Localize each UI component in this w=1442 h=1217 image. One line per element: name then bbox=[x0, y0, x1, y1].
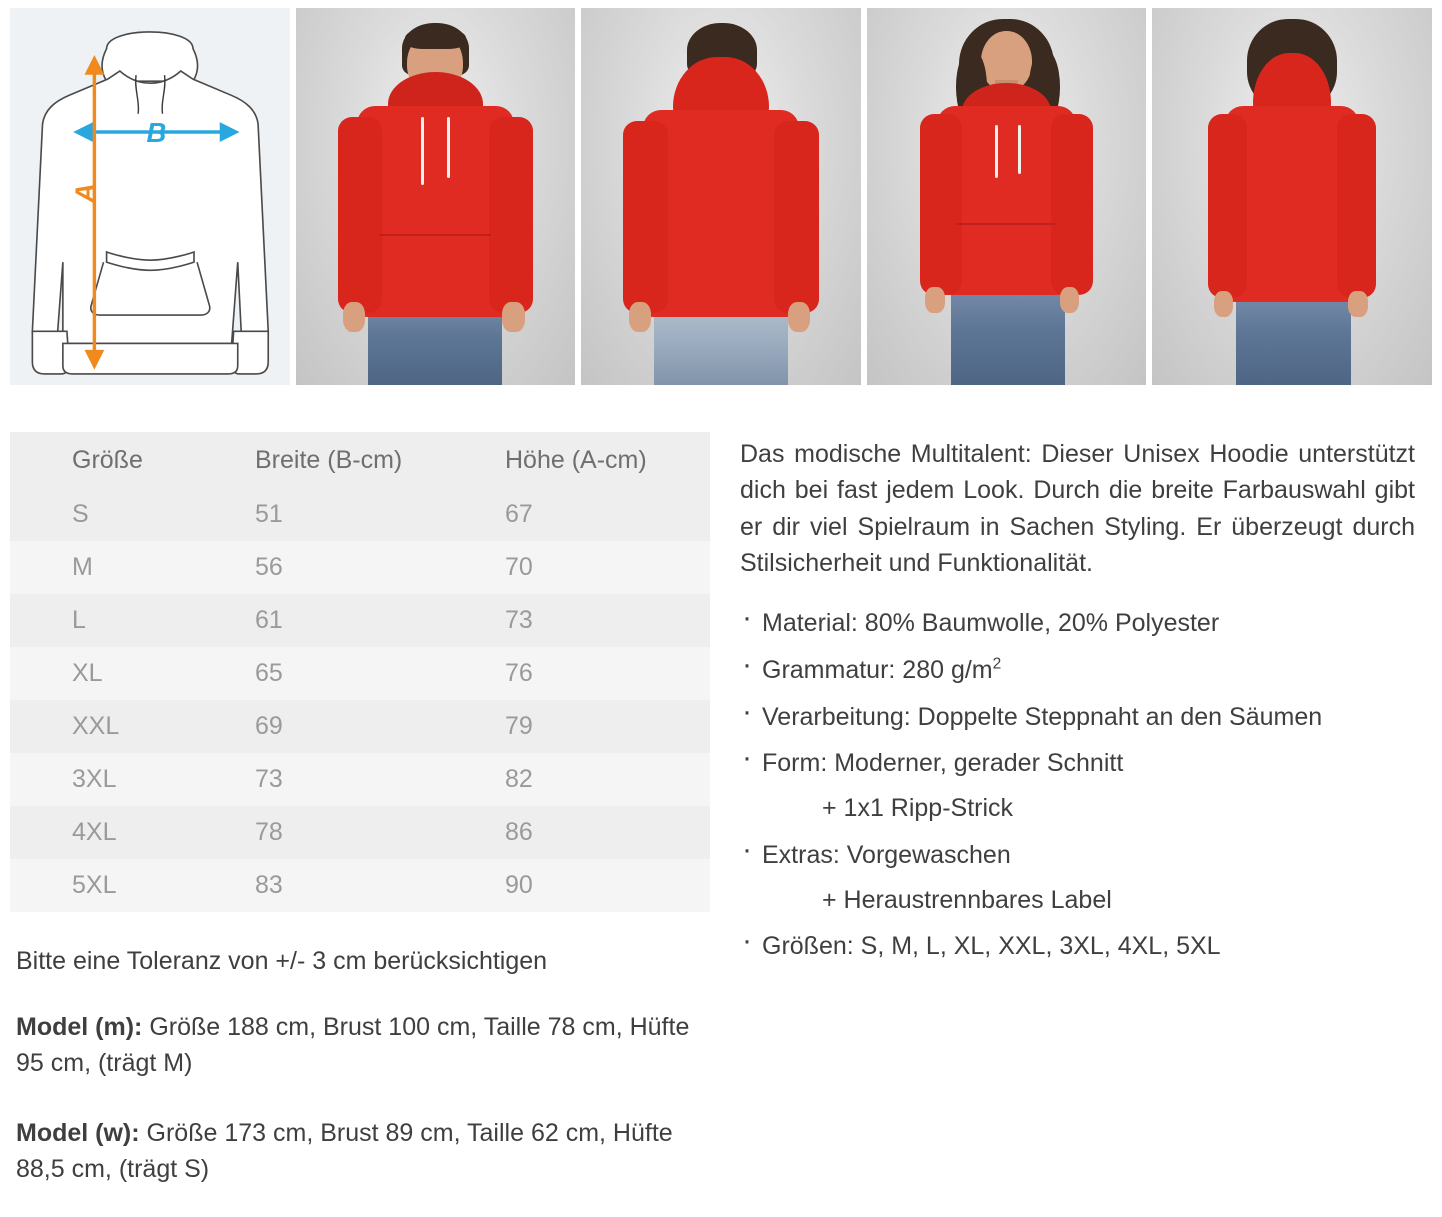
hand-left bbox=[629, 302, 651, 332]
tolerance-note: Bitte eine Toleranz von +/- 3 cm berücksichtigen bbox=[16, 947, 548, 975]
hood-string-right bbox=[1018, 125, 1021, 174]
cell-width: 65 bbox=[200, 647, 450, 700]
hand-right bbox=[1060, 287, 1080, 313]
hair-fringe bbox=[405, 27, 467, 50]
table-row bbox=[10, 488, 710, 541]
photo-technical-drawing[interactable] bbox=[10, 8, 290, 385]
product-details bbox=[0, 385, 1442, 1187]
cell-width: 61 bbox=[200, 594, 450, 647]
table-row bbox=[10, 647, 710, 700]
model-male-info bbox=[16, 1009, 710, 1082]
hand-right bbox=[788, 302, 810, 332]
cell-size: S bbox=[10, 488, 200, 541]
spec-text: Verarbeitung: Doppelte Steppnaht an den Säumen bbox=[762, 702, 1323, 731]
table-row bbox=[10, 753, 710, 806]
cell-height: 67 bbox=[450, 488, 710, 541]
table-row bbox=[10, 806, 710, 859]
table-header-row bbox=[10, 432, 710, 488]
cell-width: 51 bbox=[200, 488, 450, 541]
cell-size: 3XL bbox=[10, 753, 200, 806]
cell-height: 70 bbox=[450, 541, 710, 594]
hood-string-right bbox=[447, 117, 450, 177]
cell-size: M bbox=[10, 541, 200, 594]
table-row bbox=[10, 594, 710, 647]
cell-size: 4XL bbox=[10, 806, 200, 859]
cell-height: 76 bbox=[450, 647, 710, 700]
spec-sizes bbox=[740, 930, 1432, 964]
sleeve-left bbox=[1208, 114, 1247, 299]
model-male-text: Größe 188 cm, Brust 100 cm, Taille 78 cm, Hüfte 95 cm, (trägt M) bbox=[16, 1013, 690, 1078]
hood-string-left bbox=[995, 125, 998, 178]
spec-subtext: + 1x1 Ripp-Strick bbox=[822, 794, 1014, 822]
spec-material bbox=[740, 607, 1432, 641]
spec-text: Größen: S, M, L, XL, XXL, 3XL, 4XL, 5XL bbox=[762, 932, 1221, 961]
model-female-label: Model (w): bbox=[16, 1118, 140, 1147]
cell-size: 5XL bbox=[10, 859, 200, 912]
product-image-gallery bbox=[0, 0, 1442, 385]
photo-model-female-front[interactable] bbox=[867, 8, 1147, 385]
hand-left bbox=[925, 287, 945, 313]
sleeve-right bbox=[489, 117, 534, 313]
svg-text:B: B bbox=[146, 117, 167, 149]
photo-model-female-back[interactable] bbox=[1152, 8, 1432, 385]
cell-width: 73 bbox=[200, 753, 450, 806]
product-description: Das modische Multitalent: Dieser Unisex Hoodie unterstützt dich bei fast jedem Look. Durch die breite Farbauswahl gibt er dir viel Spielraum in Sachen Styling. Er überzeugt durch Stilsicherheit und Funktionalität. bbox=[740, 440, 1415, 577]
spec-list bbox=[740, 607, 1432, 964]
cell-width: 56 bbox=[200, 541, 450, 594]
cell-width: 69 bbox=[200, 700, 450, 753]
sleeve-right bbox=[774, 121, 819, 313]
spec-extras bbox=[740, 839, 1432, 918]
cell-height: 90 bbox=[450, 859, 710, 912]
sleeve-left bbox=[338, 117, 383, 313]
hood-string-left bbox=[421, 117, 424, 185]
hand-right bbox=[1348, 291, 1368, 317]
svg-text:A: A bbox=[69, 183, 101, 203]
spec-text: Grammatur: 280 g/m bbox=[762, 655, 993, 684]
table-row bbox=[10, 700, 710, 753]
cell-height: 86 bbox=[450, 806, 710, 859]
table-row bbox=[10, 859, 710, 912]
spec-text: Form: Moderner, gerader Schnitt bbox=[762, 749, 1124, 778]
size-table bbox=[10, 432, 710, 912]
cell-height: 79 bbox=[450, 700, 710, 753]
cell-size: XXL bbox=[10, 700, 200, 753]
hand-left bbox=[1214, 291, 1234, 317]
column-header-size: Größe bbox=[10, 432, 200, 488]
kangaroo-pocket bbox=[956, 223, 1057, 280]
spec-text: Extras: Vorgewaschen bbox=[762, 840, 1011, 869]
cell-size: XL bbox=[10, 647, 200, 700]
cell-width: 78 bbox=[200, 806, 450, 859]
cell-size: L bbox=[10, 594, 200, 647]
photo-model-male-back[interactable] bbox=[581, 8, 861, 385]
sleeve-right bbox=[1337, 114, 1376, 299]
spec-text: Material: 80% Baumwolle, 20% Polyester bbox=[762, 609, 1220, 637]
model-female-text: Größe 173 cm, Brust 89 cm, Taille 62 cm, Hüfte 88,5 cm, (trägt S) bbox=[16, 1118, 673, 1183]
spec-form bbox=[740, 747, 1432, 826]
jeans bbox=[951, 279, 1066, 385]
sleeve-left bbox=[623, 121, 668, 313]
spec-superscript: 2 bbox=[992, 655, 1002, 673]
kangaroo-pocket bbox=[379, 234, 491, 294]
photo-model-male-front[interactable] bbox=[296, 8, 576, 385]
spec-weight bbox=[740, 654, 1432, 688]
cell-width: 83 bbox=[200, 859, 450, 912]
column-header-width: Breite (B-cm) bbox=[200, 432, 450, 488]
model-male-label: Model (m): bbox=[16, 1013, 143, 1041]
table-row bbox=[10, 541, 710, 594]
size-chart-column bbox=[10, 432, 710, 1187]
hoodie-measurement-diagram bbox=[10, 8, 290, 385]
column-header-height: Höhe (A-cm) bbox=[450, 432, 710, 488]
sleeve-right bbox=[1051, 114, 1093, 295]
cell-height: 82 bbox=[450, 753, 710, 806]
model-female-info bbox=[16, 1115, 710, 1188]
hand-left bbox=[343, 302, 365, 332]
hand-right bbox=[502, 302, 524, 332]
spec-subtext: + Heraustrennbares Label bbox=[822, 885, 1112, 914]
cell-height: 73 bbox=[450, 594, 710, 647]
spec-finish bbox=[740, 701, 1432, 735]
description-column bbox=[740, 432, 1432, 1187]
